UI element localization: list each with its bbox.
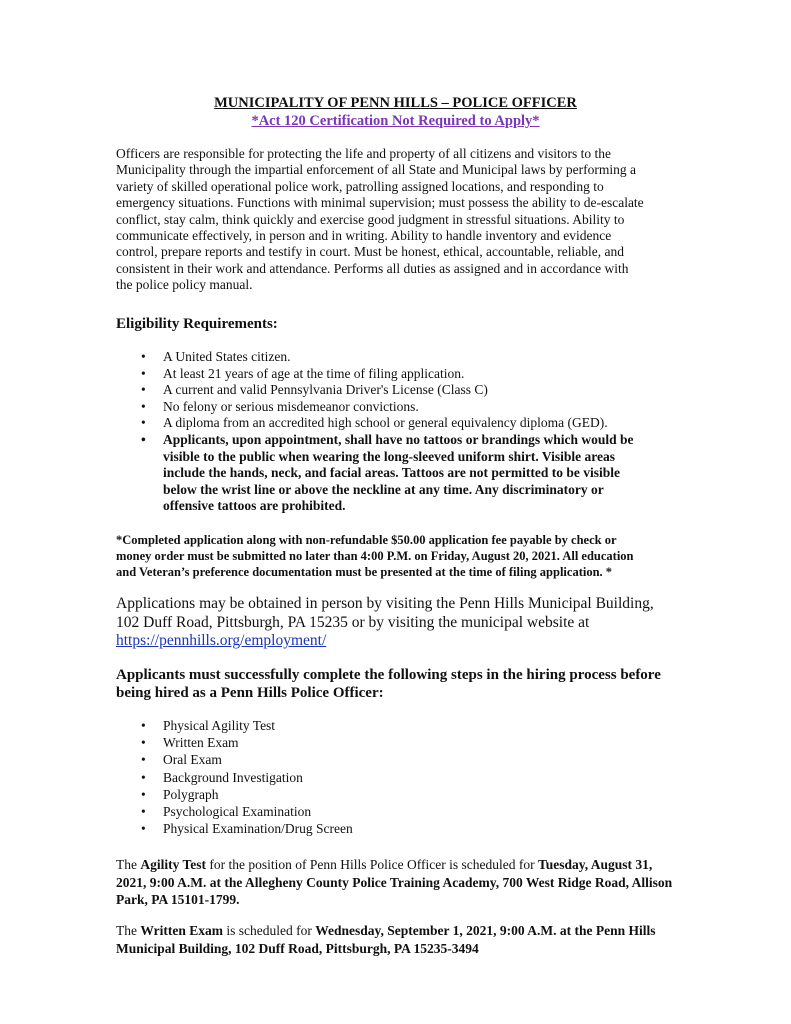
bullet-icon: • bbox=[141, 415, 146, 431]
list-item: • Psychological Examination bbox=[141, 804, 312, 820]
list-item: • Physical Agility Test bbox=[141, 718, 276, 733]
bullet-icon: • bbox=[141, 735, 146, 751]
job-description: Officers are responsible for protecting the life and property of all citizens and visitors to the Municipality through the impartial enforcement of all State and Municipal laws by performing a variety of skilled operational police work, patrolling assigned locations, and responding to emergency situations. Functions with minimal supervision; must possess the ability to de-escalate conflict, stay calm, think quickly and exercise good judgment in stressful situations. Ability to communicate effectively, in person and in writing. Ability to handle inventory and evidence control, prepare reports and testify in court. Must be honest, ethical, accountable, reliable, and consistent in their work and attendance. Performs all duties as assigned and in accordance with the police policy manual. bbox=[116, 146, 644, 293]
agility-test-schedule: The Agility Test for the position of Penn Hills Police Officer is scheduled for Tuesday, August 31, 2021, 9:00 A.M. at the Allegheny County Police Training Academy, 700 West Ridge Road, Allison Park, PA 15101-1799. bbox=[116, 857, 673, 907]
bullet-icon: • bbox=[141, 431, 146, 447]
list-item: • A current and valid Pennsylvania Driver's License (Class C) bbox=[141, 382, 488, 398]
bullet-icon: • bbox=[141, 718, 146, 733]
eligibility-list bbox=[141, 349, 653, 515]
bullet-icon: • bbox=[141, 398, 146, 414]
application-info-text: Applications may be obtained in person by visiting the Penn Hills Municipal Building, 102 Duff Road, Pittsburgh, PA 15235 or by visiting the municipal website at bbox=[116, 595, 654, 631]
employment-link[interactable]: https://pennhills.org/employment/ bbox=[116, 632, 327, 649]
eligibility-heading: Eligibility Requirements: bbox=[116, 316, 278, 332]
list-item: • At least 21 years of age at the time of filing application. bbox=[141, 365, 465, 381]
bullet-icon: • bbox=[141, 752, 146, 768]
page-title: MUNICIPALITY OF PENN HILLS – POLICE OFFICER bbox=[214, 95, 577, 111]
bullet-icon: • bbox=[141, 769, 146, 785]
list-item: • Applicants, upon appointment, shall have no tattoos or brandings which would be visible to the public when wearing the long-sleeved uniform shirt. Visible areas include the hands, neck, and facial areas. Tattoos are not permitted to be visible below the wrist line or above the neckline at any time. Any discriminatory or offensive tattoos are prohibited. bbox=[141, 431, 634, 514]
list-item: • A diploma from an accredited high school or general equivalency diploma (GED). bbox=[141, 415, 608, 431]
bullet-icon: • bbox=[141, 365, 146, 381]
document-header bbox=[0, 94, 791, 130]
list-item: • Oral Exam bbox=[141, 752, 222, 768]
bullet-icon: • bbox=[141, 382, 146, 398]
list-item: • Background Investigation bbox=[141, 769, 303, 785]
hiring-steps-heading: Applicants must successfully complete the following steps in the hiring process before being hired as a Penn Hills Police Officer: bbox=[116, 667, 661, 701]
list-item: • Written Exam bbox=[141, 735, 239, 751]
list-item: • Physical Examination/Drug Screen bbox=[141, 821, 353, 837]
application-deadline-note: *Completed application along with non-refundable $50.00 application fee payable by check or money order must be submitted no later than 4:00 P.M. on Friday, August 20, 2021. All education and Veteran’s preference documentation must be presented at the time of filing application. * bbox=[116, 533, 634, 580]
list-item: • No felony or serious misdemeanor convictions. bbox=[141, 398, 419, 414]
bullet-icon: • bbox=[141, 349, 146, 364]
written-exam-schedule: The Written Exam is scheduled for Wednesday, September 1, 2021, 9:00 A.M. at the Penn Hills Municipal Building, 102 Duff Road, Pittsburgh, PA 15235-3494 bbox=[116, 923, 656, 956]
application-info bbox=[116, 595, 656, 651]
bullet-icon: • bbox=[141, 804, 146, 820]
bullet-icon: • bbox=[141, 786, 146, 802]
list-item: • Polygraph bbox=[141, 786, 219, 802]
list-item: • A United States citizen. bbox=[141, 349, 291, 364]
bullet-icon: • bbox=[141, 821, 146, 837]
page-subtitle: *Act 120 Certification Not Required to Apply* bbox=[251, 113, 540, 129]
hiring-steps-list bbox=[141, 717, 563, 837]
